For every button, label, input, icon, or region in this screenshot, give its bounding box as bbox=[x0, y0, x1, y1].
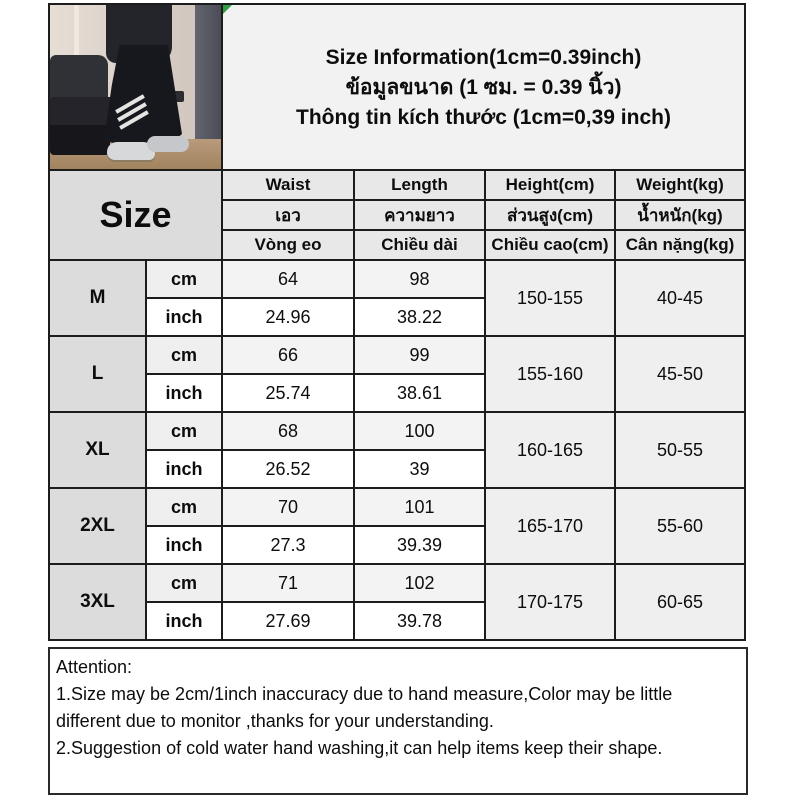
attention-heading: Attention: bbox=[56, 657, 133, 677]
2xl-waist-cm: 70 bbox=[223, 489, 353, 525]
unit-cm-label: cm bbox=[147, 413, 221, 449]
m-waist-cm: 64 bbox=[223, 261, 353, 297]
photo-sneaker-back bbox=[147, 136, 189, 152]
title-vietnamese: Thông tin kích thước (1cm=0,39 inch) bbox=[296, 105, 671, 129]
row-size-2xl: 2XL bbox=[50, 489, 145, 563]
unit-inch-label: inch bbox=[147, 527, 221, 563]
photo-sofa-front bbox=[50, 125, 110, 155]
unit-cm-label: cm bbox=[147, 261, 221, 297]
title-english: Size Information(1cm=0.39inch) bbox=[325, 45, 642, 69]
3xl-length-inch: 39.78 bbox=[355, 603, 484, 639]
header-weight-en: Weight(kg) bbox=[616, 171, 744, 199]
xl-waist-inch: 26.52 bbox=[223, 451, 353, 487]
m-length-cm: 98 bbox=[355, 261, 484, 297]
xl-length-inch: 39 bbox=[355, 451, 484, 487]
3xl-height-range: 170-175 bbox=[486, 565, 614, 639]
header-height-vi: Chiều cao(cm) bbox=[486, 231, 614, 259]
m-length-inch: 38.22 bbox=[355, 299, 484, 335]
header-weight-th: น้ำหนัก(kg) bbox=[616, 201, 744, 229]
2xl-length-cm: 101 bbox=[355, 489, 484, 525]
3xl-waist-inch: 27.69 bbox=[223, 603, 353, 639]
2xl-height-range: 165-170 bbox=[486, 489, 614, 563]
unit-inch-label: inch bbox=[147, 375, 221, 411]
header-length-en: Length bbox=[355, 171, 484, 199]
xl-length-cm: 100 bbox=[355, 413, 484, 449]
header-length-vi: Chiều dài bbox=[355, 231, 484, 259]
m-waist-inch: 24.96 bbox=[223, 299, 353, 335]
3xl-length-cm: 102 bbox=[355, 565, 484, 601]
row-size-m: M bbox=[50, 261, 145, 335]
header-waist-en: Waist bbox=[223, 171, 353, 199]
2xl-waist-inch: 27.3 bbox=[223, 527, 353, 563]
cell-corner-marker bbox=[223, 5, 232, 14]
m-height-range: 150-155 bbox=[486, 261, 614, 335]
header-length-th: ความยาว bbox=[355, 201, 484, 229]
title-thai: ข้อมูลขนาด (1 ซม. = 0.39 นิ้ว) bbox=[345, 75, 622, 99]
title-block bbox=[223, 5, 744, 169]
size-chart-table bbox=[48, 3, 746, 641]
header-height-th: ส่วนสูง(cm) bbox=[486, 201, 614, 229]
row-size-xl: XL bbox=[50, 413, 145, 487]
header-weight-vi: Cân nặng(kg) bbox=[616, 231, 744, 259]
unit-cm-label: cm bbox=[147, 565, 221, 601]
attention-note-2: 2.Suggestion of cold water hand washing,it can help items keep their shape. bbox=[56, 738, 663, 758]
3xl-waist-cm: 71 bbox=[223, 565, 353, 601]
row-size-3xl: 3XL bbox=[50, 565, 145, 639]
size-corner-header: Size bbox=[50, 171, 221, 259]
m-weight-range: 40-45 bbox=[616, 261, 744, 335]
header-waist-vi: Vòng eo bbox=[223, 231, 353, 259]
l-length-inch: 38.61 bbox=[355, 375, 484, 411]
product-photo bbox=[50, 5, 221, 169]
attention-note-1: 1.Size may be 2cm/1inch inaccuracy due to hand measure,Color may be little different due to monitor ,thanks for your understanding. bbox=[56, 684, 673, 731]
3xl-weight-range: 60-65 bbox=[616, 565, 744, 639]
attention-notes bbox=[48, 647, 748, 795]
2xl-weight-range: 55-60 bbox=[616, 489, 744, 563]
xl-height-range: 160-165 bbox=[486, 413, 614, 487]
unit-inch-label: inch bbox=[147, 299, 221, 335]
row-size-l: L bbox=[50, 337, 145, 411]
l-waist-inch: 25.74 bbox=[223, 375, 353, 411]
l-weight-range: 45-50 bbox=[616, 337, 744, 411]
unit-inch-label: inch bbox=[147, 603, 221, 639]
unit-cm-label: cm bbox=[147, 337, 221, 373]
header-height-en: Height(cm) bbox=[486, 171, 614, 199]
photo-dark-panel bbox=[195, 5, 221, 145]
unit-inch-label: inch bbox=[147, 451, 221, 487]
xl-weight-range: 50-55 bbox=[616, 413, 744, 487]
header-waist-th: เอว bbox=[223, 201, 353, 229]
2xl-length-inch: 39.39 bbox=[355, 527, 484, 563]
unit-cm-label: cm bbox=[147, 489, 221, 525]
l-length-cm: 99 bbox=[355, 337, 484, 373]
xl-waist-cm: 68 bbox=[223, 413, 353, 449]
l-waist-cm: 66 bbox=[223, 337, 353, 373]
l-height-range: 155-160 bbox=[486, 337, 614, 411]
